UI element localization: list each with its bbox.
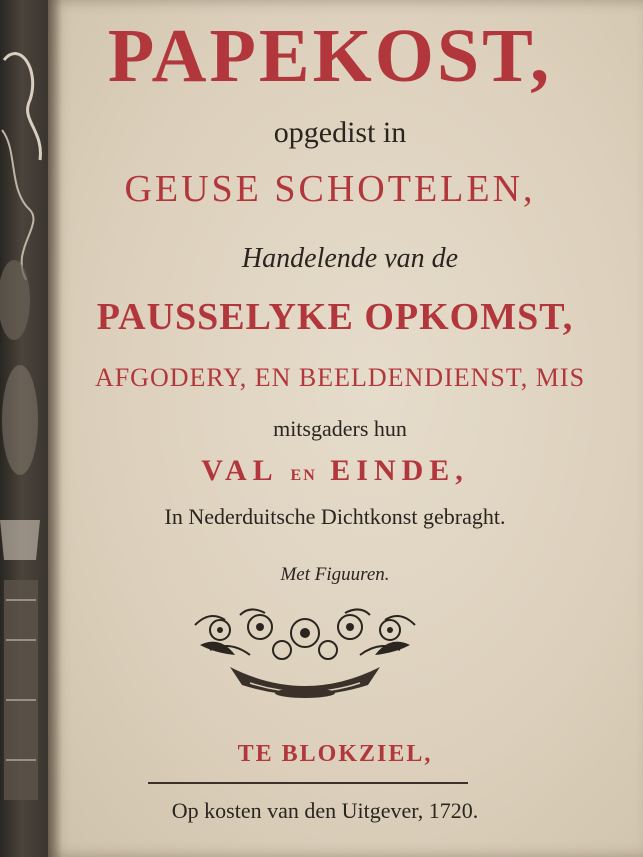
flower-basket-vignette-icon xyxy=(190,605,420,704)
title-val: VAL xyxy=(201,454,278,487)
main-title: PAPEKOST, xyxy=(107,14,553,98)
title-val-en-einde xyxy=(55,456,615,486)
imprint-place: TE BLOKZIEL, xyxy=(237,741,433,767)
title-pausselyke-opkomst: PAUSSELYKE OPKOMST, xyxy=(96,296,574,338)
imprint-rule xyxy=(148,782,468,784)
title-einde: EINDE, xyxy=(330,454,469,487)
subtitle-opgedist: opgedist in xyxy=(273,116,407,149)
subtitle-dichtkonst: In Nederduitsche Dichtkonst gebraght. xyxy=(164,504,506,529)
subtitle-met-figuuren: Met Figuuren. xyxy=(280,564,390,585)
title-en: EN xyxy=(290,467,317,484)
subtitle-mitsgaders: mitsgaders hun xyxy=(273,416,407,441)
title-geuse-schotelen: GEUSE SCHOTELEN, xyxy=(124,168,536,210)
title-afgodery: AFGODERY, EN BEELDENDIENST, MIS xyxy=(94,363,586,392)
frontispiece-edge xyxy=(0,0,48,857)
engraving-icon xyxy=(0,0,48,857)
imprint-line: Op kosten van den Uitgever, 1720. xyxy=(171,798,479,823)
subtitle-handelende: Handelende van de xyxy=(241,243,459,274)
